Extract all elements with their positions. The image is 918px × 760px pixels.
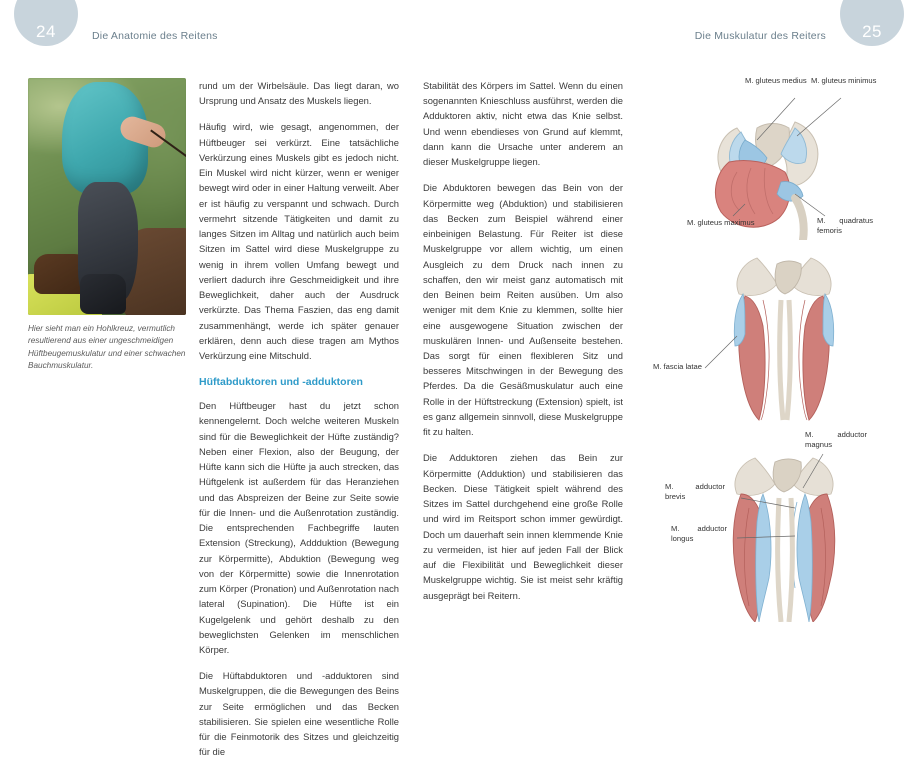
adductor-figure: [645, 432, 895, 622]
figure-label: M. adductor longus: [671, 524, 727, 544]
figure-label: M. fascia latae: [653, 362, 702, 371]
running-head-right: Die Muskulatur des Reiters: [694, 30, 826, 42]
anatomy-figure-column: [645, 70, 895, 632]
figure-label: M. gluteus minimus: [811, 76, 877, 85]
header-divider: [0, 57, 918, 58]
figure-label: M. adductor magnus: [805, 430, 867, 450]
figure-label: M. quadratus femoris: [817, 216, 873, 236]
fascia-latae-figure: [645, 250, 895, 422]
figure-label: M. gluteus maximus: [687, 218, 755, 227]
gluteus-figure: [645, 70, 895, 240]
riding-boot: [80, 274, 126, 314]
running-head-left: Die Anatomie des Reitens: [92, 30, 218, 42]
folio-right: 25: [862, 22, 882, 41]
paragraph: Den Hüftbeuger hast du jetzt schon kennengelernt. Doch welche weiteren Muskeln sind für die Beweglichkeit der Hüfte zuständig? Neben einer Flexion, also der Beugung, der Hüfte kann sich die Hüfte ja auch strecken, das Hüftgelenk ist außerdem für das Heranziehen und das Abspreizen der Beine zur Seite sowie für die Innen- und die Außenrotation zuständig. Die entsprechenden Fachbegriffe lauten Extension (Streckung), Addduktion (Bewegung zur Körpermitte), Abduktion (Bewegung weg von der Körpermitte) sowie die Innenrotation zum Körper (Pronation) und Außenrotation nach lateral (Supination). Die Hüfte ist ein Kugelgelenk und gehört deshalb zu den beweglichsten Gelenken im menschlichen Körper.: [199, 400, 399, 655]
gluteus-illustration: [645, 70, 895, 240]
section-subheading: Hüftabduktoren und -adduktoren: [199, 376, 363, 389]
paragraph: Stabilität des Körpers im Sattel. Wenn du einen sogenannten Knieschluss ausführst, werden die Adduktoren aktiv, nicht etwa das Knie selbst. Und wenn ebendieses von Grund auf klemmt, dann kann die Ursache unter anderem an dieser Muskelgruppe liegen.: [423, 80, 623, 168]
folio-left: 24: [36, 22, 56, 41]
photo-column: [28, 78, 186, 372]
text-column-left: [199, 78, 399, 760]
fascia-latae-illustration: [645, 250, 895, 422]
figure-label: M. gluteus medius: [745, 76, 807, 85]
paragraph: rund um der Wirbelsäule. Das liegt daran, wo Ursprung und Ansatz des Muskels liegen.: [199, 80, 399, 107]
paragraph: Häufig wird, wie gesagt, angenommen, der Hüftbeuger sei verkürzt. Eine tatsächliche Verkürzung eines Muskels gibt es jedoch nicht. Ein Muskel wird nicht kürzer, wenn er weniger bewegt wird oder in einer Haltung verweilt. Aber er ist häufig zu verspannt und schwach. Durch vermehrt sitzende Tätigkeiten und damit zu langes Sitzen im Alltag und natürlich auch beim Sitzen im Sattel wird diese Muskelgruppe zu wenig in ihrem vollen Umfang bewegt und verliert dadurch ihre Geschmeidigkeit und ihre Beweglichkeit, daher auch der Ausdruck verkürzte. Das Thema Faszien, das eng damit zusammenhängt, werde ich später genauer erklären, denn auch diese tragen am Mythos Verkürzung eine Mitschuld.: [199, 121, 399, 361]
figure-label: M. adductor brevis: [665, 482, 725, 502]
text-column-right: [423, 78, 623, 603]
rider-photo: [28, 78, 186, 315]
paragraph: Die Hüftabduktoren und -adduktoren sind Muskelgruppen, die die Bewegungen des Beins zur Seite ermöglichen und das Becken stabilisieren. Sie spielen eine wesentliche Rolle für die Feinmotorik des Sitzes und gleichzeitig für die: [199, 670, 399, 758]
photo-caption: Hier sieht man ein Hohlkreuz, vermutlich resultierend aus einer ungeschmeidigen Hüftbeugemuskulatur und einer schwachen Bauchmuskulatur.: [28, 324, 186, 370]
paragraph: Die Adduktoren ziehen das Bein zur Körpermitte (Adduktion) und stabilisieren das Becken. Diese Tätigkeit spielt während des Sitzes im Sattel durchgehend eine große Rolle und wird im Reitsport schon immer gewürdigt. Doch um dauerhaft sein innen klemmende Knie zu vermeiden, ist hier auf jeden Fall der Blick auf die Flexibilität und Beweglichkeit dieser Muskelgruppe wichtig. Sie ist meist sehr kräftig ausgeprägt bei Reitern.: [423, 452, 623, 601]
paragraph: Die Abduktoren bewegen das Bein von der Körpermitte weg (Abduktion) und stabilisieren das Becken zum Beispiel während einer einbeinigen Belastung. Für Reiter ist diese Muskelgruppe vor allem wichtig, um einen Ausgleich zu dem Druck nach innen zu schaffen, den wir meist ganz automatisch mit den Beinen beim Reiten ausüben. Um also weniger mit dem Knie zu klemmen, sollte hier eine ausgewogene Situation zwischen der muskulären Innen- und Außenseite bestehen. Das sorgt für einen flexibleren Sitz und besseres Mitschwingen in der Bewegung des Pferdes. Da die Gesäßmuskulatur auch eine Rolle in der Hüftstreckung (Extension) spielt, ist es ganz allgemein sinnvoll, diese Muskelgruppe fit zu halten.: [423, 182, 623, 438]
